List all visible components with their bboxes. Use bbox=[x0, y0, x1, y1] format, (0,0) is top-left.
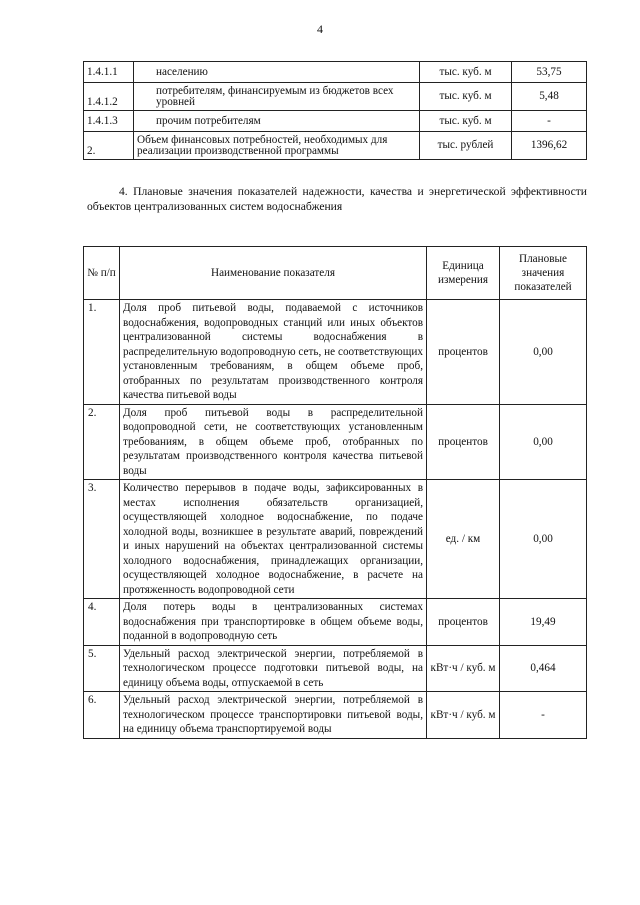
table-row bbox=[84, 599, 587, 646]
table-row bbox=[84, 645, 587, 692]
row-name: потребителям, финансируемым из бюджетов всех уровней bbox=[134, 83, 420, 111]
table-row bbox=[84, 404, 587, 480]
row-name: Удельный расход электрической энергии, потребляемой в технологическом процессе подготовки питьевой воды, на единицу объема воды, отпускаемой в сеть bbox=[120, 645, 427, 692]
row-unit: ед. / км bbox=[427, 480, 500, 599]
table-row bbox=[84, 132, 587, 160]
row-value: 19,49 bbox=[500, 599, 587, 646]
header-value: Плановые значения показателей bbox=[500, 247, 587, 300]
row-number: 2. bbox=[84, 132, 134, 160]
row-name: Доля проб питьевой воды, подаваемой с источников водоснабжения, водопроводных станций или иных объектов централизованной системы водоснабжения в распределительную водопроводную сеть, не соответствующих установленным требованиям, в общем объеме проб, отобранных по результатам производственного контроля качества питьевой воды bbox=[120, 300, 427, 405]
header-num: № п/п bbox=[84, 247, 120, 300]
row-unit: тыс. рублей bbox=[420, 132, 512, 160]
table-row bbox=[84, 692, 587, 739]
table-row bbox=[84, 62, 587, 83]
row-name: Объем финансовых потребностей, необходимых для реализации производственной программы bbox=[134, 132, 420, 160]
row-number: 4. bbox=[84, 599, 120, 646]
row-unit: процентов bbox=[427, 300, 500, 405]
row-unit: тыс. куб. м bbox=[420, 83, 512, 111]
row-unit: процентов bbox=[427, 599, 500, 646]
row-number: 1.4.1.1 bbox=[84, 62, 134, 83]
row-value: 0,00 bbox=[500, 300, 587, 405]
row-value: 0,00 bbox=[500, 404, 587, 480]
row-value: 5,48 bbox=[512, 83, 587, 111]
header-unit: Единица измерения bbox=[427, 247, 500, 300]
row-unit: кВт·ч / куб. м bbox=[427, 692, 500, 739]
section-heading: 4. Плановые значения показателей надежности, качества и энергетической эффективности объектов централизованных систем водоснабжения bbox=[87, 185, 587, 213]
indicators-table bbox=[83, 246, 587, 739]
page-number: 4 bbox=[317, 22, 323, 36]
row-number: 5. bbox=[84, 645, 120, 692]
table-row bbox=[84, 480, 587, 599]
row-name: прочим потребителям bbox=[134, 111, 420, 132]
row-name: Доля потерь воды в централизованных системах водоснабжения при транспортировке в общем объеме воды, поданной в водопроводную сеть bbox=[120, 599, 427, 646]
row-number: 1.4.1.2 bbox=[84, 83, 134, 111]
row-value: - bbox=[512, 111, 587, 132]
row-number: 3. bbox=[84, 480, 120, 599]
table-row bbox=[84, 83, 587, 111]
row-number: 2. bbox=[84, 404, 120, 480]
row-name: Количество перерывов в подаче воды, зафиксированных в местах исполнения обязательств организацией, осуществляющей холодное водоснабжение, по подаче холодной воды, возникшее в результате аварий, повреждений и иных нарушений на объектах централизованной системы холодного водоснабжения, принадлежащих организации, осуществляющей холодное водоснабжение, в расчете на протяженность водопроводной сети bbox=[120, 480, 427, 599]
table-header-row bbox=[84, 247, 587, 300]
header-name: Наименование показателя bbox=[120, 247, 427, 300]
row-name: Удельный расход электрической энергии, потребляемой в технологическом процессе транспортировки питьевой воды, на единицу объема транспортируемой воды bbox=[120, 692, 427, 739]
table-row bbox=[84, 300, 587, 405]
financial-volume-table bbox=[83, 61, 587, 160]
row-value: - bbox=[500, 692, 587, 739]
row-number: 1. bbox=[84, 300, 120, 405]
row-unit: процентов bbox=[427, 404, 500, 480]
row-name: населению bbox=[134, 62, 420, 83]
row-name: Доля проб питьевой воды в распределительной водопроводной сети, не соответствующих установленным требованиям, в общем объеме проб, отобранных по результатам производственного контроля качества питьевой воды bbox=[120, 404, 427, 480]
row-number: 1.4.1.3 bbox=[84, 111, 134, 132]
row-unit: тыс. куб. м bbox=[420, 62, 512, 83]
row-unit: тыс. куб. м bbox=[420, 111, 512, 132]
row-value: 0,00 bbox=[500, 480, 587, 599]
row-unit: кВт·ч / куб. м bbox=[427, 645, 500, 692]
row-value: 53,75 bbox=[512, 62, 587, 83]
row-value: 0,464 bbox=[500, 645, 587, 692]
row-number: 6. bbox=[84, 692, 120, 739]
row-value: 1396,62 bbox=[512, 132, 587, 160]
table-row bbox=[84, 111, 587, 132]
